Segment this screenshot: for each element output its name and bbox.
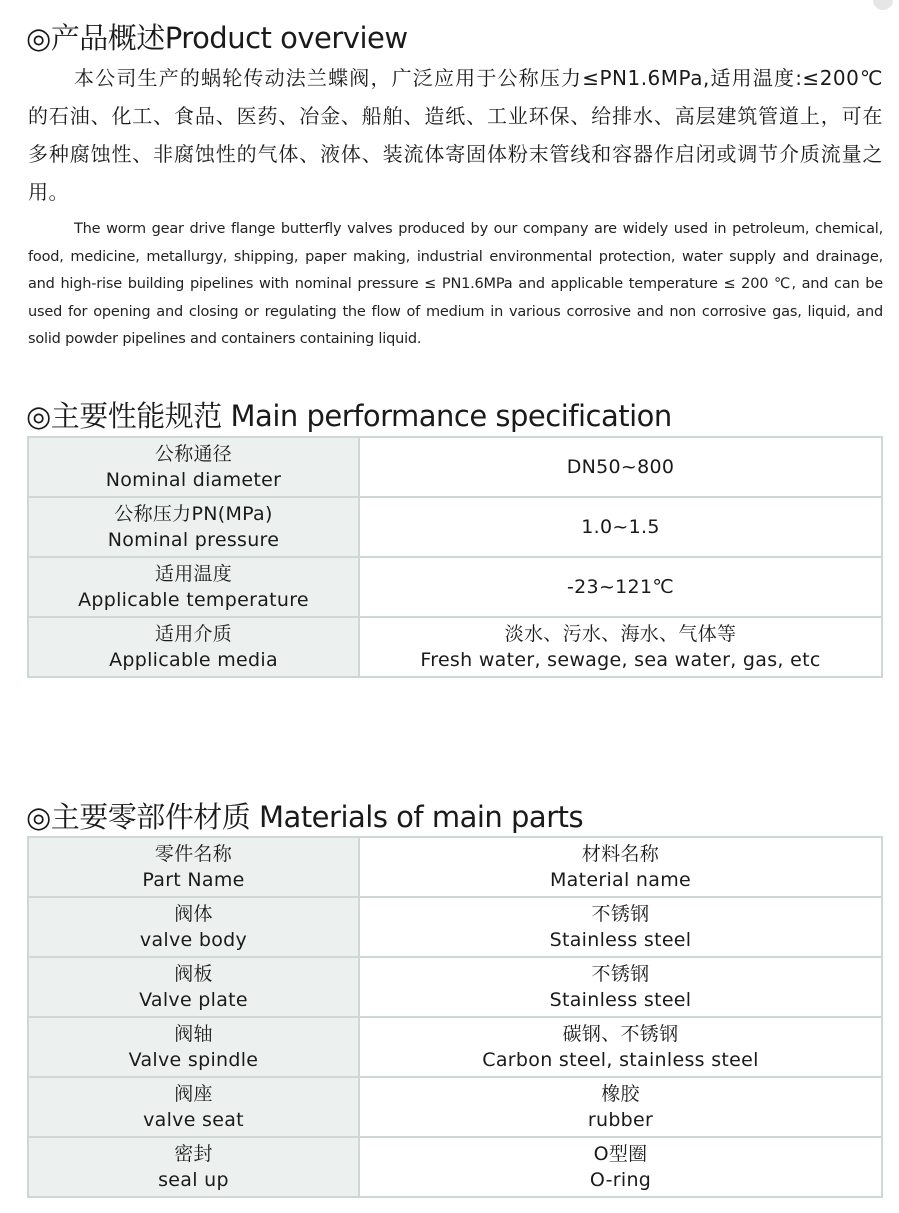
- label-cn: 适用温度: [154, 563, 233, 585]
- spec-label-cell: [28, 497, 359, 557]
- table-row: [28, 957, 882, 1017]
- value-cn: O型圈: [593, 1143, 648, 1165]
- value-cn: 碳钢、不锈钢: [562, 1023, 679, 1045]
- label-cn: 阀轴: [174, 1023, 213, 1045]
- label-en: seal up: [158, 1169, 229, 1191]
- label-en: Part Name: [142, 869, 245, 891]
- corner-decoration: [873, 0, 893, 10]
- label-cn: 公称压力PN(MPa): [114, 503, 273, 525]
- value-cn: 1.0~1.5: [581, 516, 660, 538]
- overview-text-cn: 本公司生产的蜗轮传动法兰蝶阀，广泛应用于公称压力≤PN1.6MPa,适用温度:≤200℃的石油、化工、食品、医药、冶金、船舶、造纸、工业环保、给排水、高层建筑管道上，可在多种腐蚀性、非腐蚀性的气体、液体、装流体寄固体粉末管线和容器作启闭或调节介质流量之用。: [28, 66, 883, 204]
- part-name-cell: [28, 957, 359, 1017]
- table-row: [28, 497, 882, 557]
- label-cn: 零件名称: [154, 843, 233, 865]
- value-cn: 淡水、污水、海水、气体等: [504, 623, 737, 645]
- spec-value-cell: [359, 497, 882, 557]
- table-row: [28, 1077, 882, 1137]
- value-en: Carbon steel, stainless steel: [482, 1049, 759, 1071]
- value-cn: 不锈钢: [591, 903, 650, 925]
- value-en: Fresh water, sewage, sea water, gas, etc: [420, 649, 821, 671]
- overview-heading: ◎产品概述Product overview: [26, 21, 408, 55]
- material-name-cell: [359, 957, 882, 1017]
- material-name-cell: [359, 1137, 882, 1197]
- table-row: [28, 897, 882, 957]
- value-en: Stainless steel: [549, 989, 692, 1011]
- spec-value-cell: [359, 437, 882, 497]
- label-cn: 适用介质: [154, 623, 233, 645]
- label-en: valve seat: [143, 1109, 244, 1131]
- part-name-cell: [28, 1077, 359, 1137]
- spec-value-cell: [359, 617, 882, 677]
- value-cn: 材料名称: [581, 843, 660, 865]
- label-cn: 阀板: [174, 963, 213, 985]
- part-name-cell: [28, 897, 359, 957]
- label-en: Valve plate: [139, 989, 248, 1011]
- label-cn: 阀座: [174, 1083, 213, 1105]
- material-name-cell: [359, 837, 882, 897]
- performance-heading: ◎主要性能规范 Main performance specification: [26, 399, 672, 433]
- spec-value-cell: [359, 557, 882, 617]
- value-cn: DN50~800: [566, 456, 675, 478]
- table-row: [28, 1137, 882, 1197]
- label-en: Applicable temperature: [78, 589, 309, 611]
- table-row: [28, 1017, 882, 1077]
- part-name-cell: [28, 1017, 359, 1077]
- label-en: Nominal diameter: [105, 469, 282, 491]
- table-row: [28, 557, 882, 617]
- material-name-cell: [359, 1077, 882, 1137]
- label-cn: 公称通径: [154, 443, 233, 465]
- label-en: Valve spindle: [128, 1049, 259, 1071]
- spec-label-cell: [28, 557, 359, 617]
- materials-heading: ◎主要零部件材质 Materials of main parts: [26, 800, 584, 834]
- value-en: Stainless steel: [549, 929, 692, 951]
- materials-table: [27, 836, 883, 1198]
- table-row: [28, 617, 882, 677]
- table-row: [28, 837, 882, 897]
- value-en: Material name: [549, 869, 691, 891]
- label-cn: 阀体: [174, 903, 213, 925]
- label-cn: 密封: [174, 1143, 213, 1165]
- performance-table: [27, 436, 883, 678]
- material-name-cell: [359, 897, 882, 957]
- spec-label-cell: [28, 437, 359, 497]
- label-en: valve body: [139, 929, 248, 951]
- spec-label-cell: [28, 617, 359, 677]
- part-name-cell: [28, 837, 359, 897]
- part-name-cell: [28, 1137, 359, 1197]
- value-cn: 橡胶: [601, 1083, 640, 1105]
- value-en: O-ring: [589, 1169, 652, 1191]
- label-en: Applicable media: [109, 649, 278, 671]
- value-en: rubber: [587, 1109, 654, 1131]
- overview-text-en: The worm gear drive flange butterfly valves produced by our company are widely used in petroleum, chemical, food, medicine, metallurgy, shipping, paper making, industrial environmental protection, water supply and drainage, and high-rise building pipelines with nominal pressure ≤ PN1.6MPa and applicable temperature ≤ 200 ℃, and can be used for opening and closing or regulating the flow of medium in various corrosive and non corrosive gas, liquid, and solid powder pipelines and containers containing liquid.: [28, 221, 883, 347]
- table-row: [28, 437, 882, 497]
- value-cn: 不锈钢: [591, 963, 650, 985]
- material-name-cell: [359, 1017, 882, 1077]
- label-en: Nominal pressure: [107, 529, 280, 551]
- value-cn: -23~121℃: [567, 576, 674, 598]
